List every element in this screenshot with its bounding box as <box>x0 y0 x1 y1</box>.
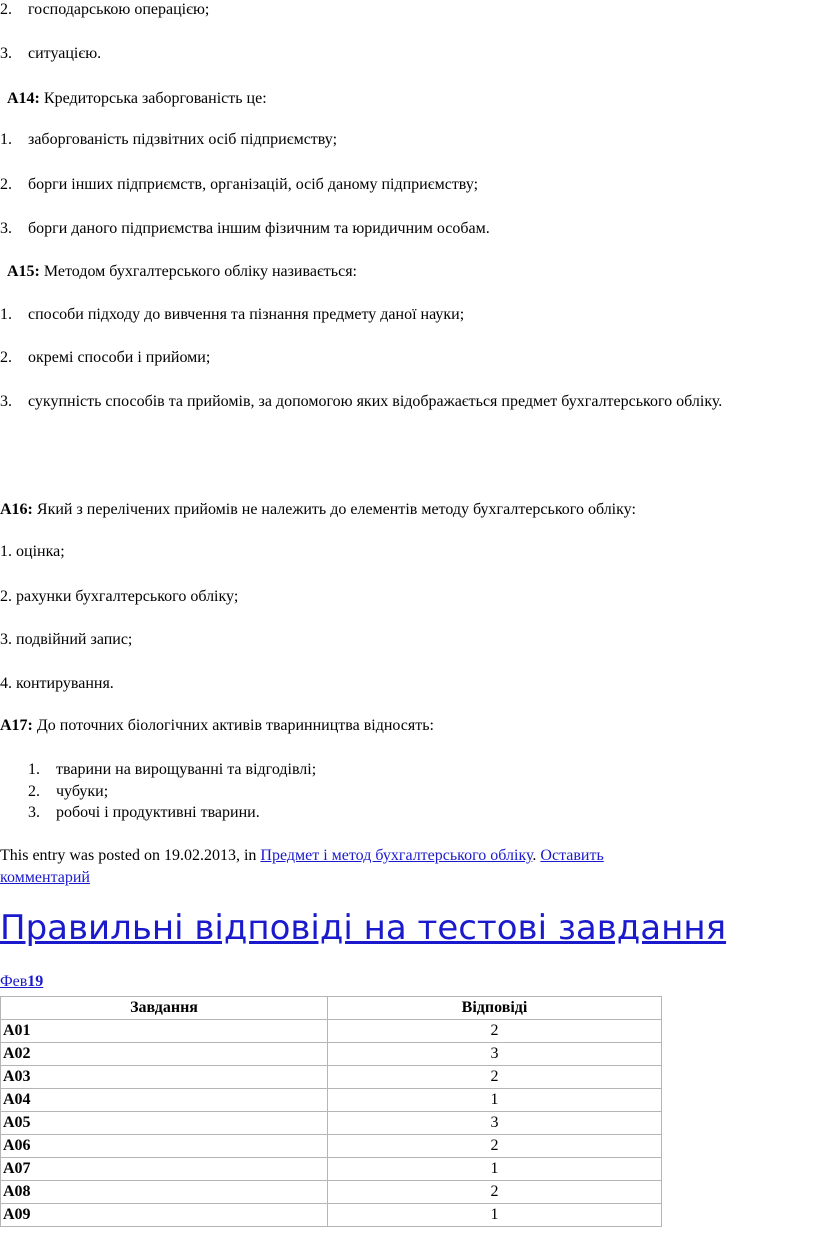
column-header-task: Завдання <box>1 997 328 1020</box>
answer-cell: 1 <box>328 1158 662 1181</box>
entry-meta-line2 <box>0 867 800 889</box>
task-cell: А08 <box>1 1181 328 1204</box>
answer-cell: 1 <box>328 1204 662 1227</box>
task-cell: А01 <box>1 1020 328 1043</box>
answer-cell: 1 <box>328 1089 662 1112</box>
list-item: 1. заборгованість підзвітних осіб підприємству; <box>0 131 338 148</box>
list-item: 3. сукупність способів та прийомів, за допомогою яких відображається предмет бухгалтерського обліку. <box>0 393 723 410</box>
table-row <box>1 1204 662 1227</box>
table-row <box>1 1066 662 1089</box>
post-date-link[interactable]: Фев19 <box>0 973 44 990</box>
task-cell: А05 <box>1 1112 328 1135</box>
table-row <box>1 1181 662 1204</box>
list-item: 2. окремі способи і прийоми; <box>0 349 211 366</box>
answer-cell: 2 <box>328 1135 662 1158</box>
post-date <box>0 973 43 991</box>
question-a16: А16: Який з перелічених прийомів не належить до елементів методу бухгалтерського обліку: <box>0 501 636 518</box>
post-title-link[interactable]: Правильні відповіді на тестові завдання <box>0 908 727 948</box>
task-cell: А02 <box>1 1043 328 1066</box>
option: 4. контирування. <box>0 675 114 692</box>
question-a15: А15: Методом бухгалтерського обліку називається: <box>7 263 357 280</box>
task-cell: А09 <box>1 1204 328 1227</box>
table-row <box>1 1043 662 1066</box>
list-item: 2. борги інших підприємств, організацій, осіб даному підприємству; <box>0 176 479 193</box>
comment-link-continued[interactable]: комментарий <box>0 869 90 886</box>
entry-meta: This entry was posted on 19.02.2013, in Предмет і метод бухгалтерського обліку. Оставить <box>0 847 604 864</box>
task-cell: А07 <box>1 1158 328 1181</box>
list-item: 2. чубуки; <box>28 783 109 800</box>
column-header-answer: Відповіді <box>328 997 662 1020</box>
comment-link[interactable]: Оставить <box>540 847 604 864</box>
list-item: 1. тварини на вирощуванні та відгодівлі; <box>28 761 317 778</box>
task-cell: А04 <box>1 1089 328 1112</box>
answer-cell: 3 <box>328 1112 662 1135</box>
list-item: 3. ситуацією. <box>0 45 102 62</box>
answers-table <box>0 996 662 1227</box>
task-cell: А03 <box>1 1066 328 1089</box>
table-header-row <box>1 997 662 1020</box>
option: 2. рахунки бухгалтерського обліку; <box>0 588 239 605</box>
question-a14: А14: Кредиторська заборгованість це: <box>7 90 267 107</box>
table-row <box>1 1158 662 1181</box>
table-row <box>1 1112 662 1135</box>
answer-cell: 3 <box>328 1043 662 1066</box>
option: 3. подвійний запис; <box>0 631 133 648</box>
list-item: 3. робочі і продуктивні тварини. <box>28 804 260 821</box>
question-a17: А17: До поточних біологічних активів тваринництва відносять: <box>0 717 434 734</box>
task-cell: А06 <box>1 1135 328 1158</box>
answer-cell: 2 <box>328 1020 662 1043</box>
table-row <box>1 1089 662 1112</box>
answer-cell: 2 <box>328 1066 662 1089</box>
answer-cell: 2 <box>328 1181 662 1204</box>
table-row <box>1 1020 662 1043</box>
list-item: 3. борги даного підприємства іншим фізичним та юридичним особам. <box>0 220 490 237</box>
list-item: 2. господарською операцією; <box>0 1 210 18</box>
list-item: 1. способи підходу до вивчення та пізнання предмету даної науки; <box>0 306 465 323</box>
table-row <box>1 1135 662 1158</box>
category-link[interactable]: Предмет і метод бухгалтерського обліку <box>260 847 533 864</box>
option: 1. оцінка; <box>0 543 65 560</box>
